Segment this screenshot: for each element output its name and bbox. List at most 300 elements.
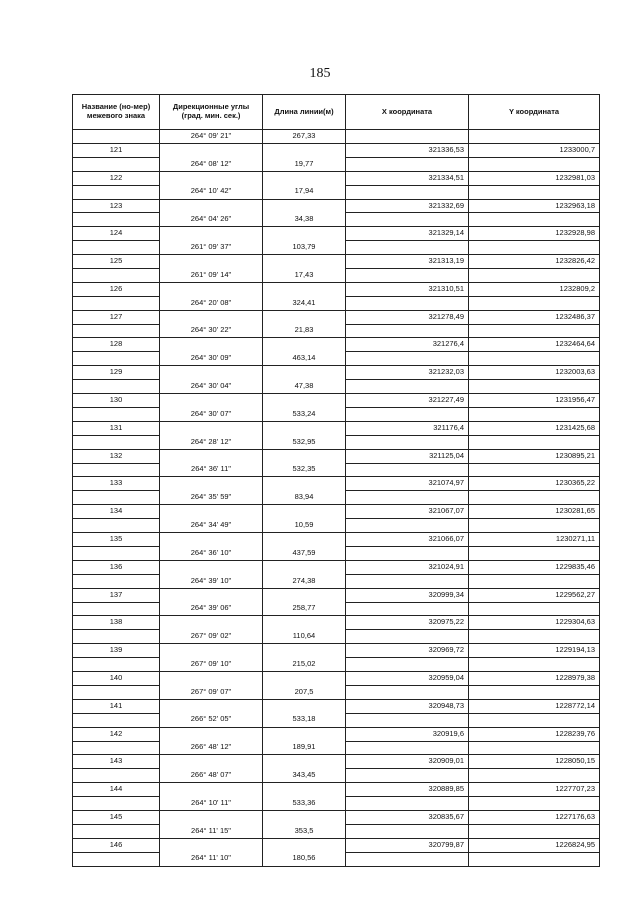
direction-angle-cell: 264° 28' 12" <box>160 435 263 449</box>
line-length-cell <box>263 755 346 769</box>
point-name-cell: 136 <box>73 560 160 574</box>
point-name-cell: 144 <box>73 783 160 797</box>
x-coordinate-cell: 320959,04 <box>346 672 469 686</box>
direction-angle-cell: 261° 09' 14" <box>160 269 263 283</box>
direction-angle-cell <box>160 477 263 491</box>
line-length-cell <box>263 644 346 658</box>
direction-angle-cell: 264° 04' 26" <box>160 213 263 227</box>
direction-angle-cell <box>160 838 263 852</box>
y-coordinate-cell: 1228239,76 <box>469 727 600 741</box>
x-coordinate-cell: 321334,51 <box>346 171 469 185</box>
point-row <box>73 338 600 352</box>
x-coordinate-cell: 321227,49 <box>346 394 469 408</box>
point-name-cell: 145 <box>73 811 160 825</box>
segment-row <box>73 435 600 449</box>
x-coordinate-cell <box>346 769 469 783</box>
page-number: 185 <box>309 66 331 81</box>
header-direction-angle: Дирекционные углы (град. мин. сек.) <box>160 95 263 130</box>
point-name-cell <box>73 769 160 783</box>
point-name-cell <box>73 658 160 672</box>
x-coordinate-cell: 321276,4 <box>346 338 469 352</box>
direction-angle-cell: 264° 39' 10" <box>160 574 263 588</box>
direction-angle-cell <box>160 421 263 435</box>
y-coordinate-cell: 1232464,64 <box>469 338 600 352</box>
point-row <box>73 616 600 630</box>
point-name-cell: 135 <box>73 533 160 547</box>
direction-angle-cell: 264° 11' 10" <box>160 852 263 866</box>
y-coordinate-cell: 1230365,22 <box>469 477 600 491</box>
x-coordinate-cell: 321313,19 <box>346 255 469 269</box>
line-length-cell: 258,77 <box>263 602 346 616</box>
point-row <box>73 588 600 602</box>
x-coordinate-cell: 321332,69 <box>346 199 469 213</box>
point-row <box>73 310 600 324</box>
y-coordinate-cell <box>469 352 600 366</box>
line-length-cell: 103,79 <box>263 241 346 255</box>
x-coordinate-cell: 320999,34 <box>346 588 469 602</box>
direction-angle-cell: 264° 39' 06" <box>160 602 263 616</box>
x-coordinate-cell: 320948,73 <box>346 699 469 713</box>
line-length-cell <box>263 227 346 241</box>
line-length-cell: 274,38 <box>263 574 346 588</box>
direction-angle-cell <box>160 588 263 602</box>
y-coordinate-cell: 1228979,38 <box>469 672 600 686</box>
line-length-cell: 17,94 <box>263 185 346 199</box>
direction-angle-cell: 266° 52' 05" <box>160 713 263 727</box>
point-name-cell: 126 <box>73 282 160 296</box>
direction-angle-cell: 266° 48' 07" <box>160 769 263 783</box>
point-name-cell <box>73 852 160 866</box>
x-coordinate-cell <box>346 741 469 755</box>
point-row <box>73 672 600 686</box>
header-point-name: Название (но-мер) межевого знака <box>73 95 160 130</box>
point-name-cell <box>73 435 160 449</box>
segment-row <box>73 769 600 783</box>
x-coordinate-cell <box>346 491 469 505</box>
direction-angle-cell <box>160 199 263 213</box>
line-length-cell <box>263 505 346 519</box>
direction-angle-cell: 267° 09' 07" <box>160 685 263 699</box>
y-coordinate-cell: 1231956,47 <box>469 394 600 408</box>
direction-angle-cell: 264° 34' 49" <box>160 519 263 533</box>
segment-row <box>73 157 600 171</box>
direction-angle-cell <box>160 255 263 269</box>
line-length-cell: 533,36 <box>263 797 346 811</box>
y-coordinate-cell <box>469 546 600 560</box>
point-name-cell <box>73 574 160 588</box>
x-coordinate-cell <box>346 352 469 366</box>
direction-angle-cell <box>160 783 263 797</box>
point-name-cell <box>73 380 160 394</box>
point-name-cell <box>73 797 160 811</box>
point-name-cell: 140 <box>73 672 160 686</box>
x-coordinate-cell: 321336,53 <box>346 143 469 157</box>
direction-angle-cell: 264° 30' 04" <box>160 380 263 394</box>
direction-angle-cell <box>160 171 263 185</box>
point-row <box>73 727 600 741</box>
line-length-cell <box>263 727 346 741</box>
point-name-cell <box>73 324 160 338</box>
line-length-cell <box>263 394 346 408</box>
y-coordinate-cell: 1228050,15 <box>469 755 600 769</box>
point-name-cell: 122 <box>73 171 160 185</box>
point-name-cell <box>73 185 160 199</box>
segment-row <box>73 713 600 727</box>
y-coordinate-cell: 1227176,63 <box>469 811 600 825</box>
x-coordinate-cell: 321067,07 <box>346 505 469 519</box>
direction-angle-cell <box>160 310 263 324</box>
direction-angle-cell <box>160 811 263 825</box>
x-coordinate-cell <box>346 602 469 616</box>
y-coordinate-cell <box>469 296 600 310</box>
y-coordinate-cell: 1232826,42 <box>469 255 600 269</box>
point-name-cell: 124 <box>73 227 160 241</box>
y-coordinate-cell: 1227707,23 <box>469 783 600 797</box>
line-length-cell <box>263 366 346 380</box>
point-row <box>73 533 600 547</box>
point-name-cell <box>73 407 160 421</box>
header-y-coordinate: Y координата <box>469 95 600 130</box>
y-coordinate-cell <box>469 797 600 811</box>
point-name-cell: 146 <box>73 838 160 852</box>
line-length-cell: 463,14 <box>263 352 346 366</box>
point-name-cell: 130 <box>73 394 160 408</box>
segment-row <box>73 407 600 421</box>
y-coordinate-cell <box>469 463 600 477</box>
point-name-cell: 131 <box>73 421 160 435</box>
line-length-cell: 180,56 <box>263 852 346 866</box>
y-coordinate-cell: 1231425,68 <box>469 421 600 435</box>
line-length-cell: 437,59 <box>263 546 346 560</box>
direction-angle-cell <box>160 366 263 380</box>
y-coordinate-cell <box>469 491 600 505</box>
y-coordinate-cell <box>469 324 600 338</box>
line-length-cell <box>263 449 346 463</box>
point-name-cell: 128 <box>73 338 160 352</box>
point-name-cell <box>73 741 160 755</box>
line-length-cell: 110,64 <box>263 630 346 644</box>
line-length-cell: 10,59 <box>263 519 346 533</box>
line-length-cell <box>263 811 346 825</box>
x-coordinate-cell <box>346 658 469 672</box>
point-name-cell: 132 <box>73 449 160 463</box>
y-coordinate-cell: 1232981,03 <box>469 171 600 185</box>
line-length-cell: 207,5 <box>263 685 346 699</box>
point-row <box>73 421 600 435</box>
direction-angle-cell <box>160 727 263 741</box>
point-row <box>73 838 600 852</box>
line-length-cell: 343,45 <box>263 769 346 783</box>
direction-angle-cell: 267° 09' 02" <box>160 630 263 644</box>
header-x-coordinate: X координата <box>346 95 469 130</box>
y-coordinate-cell <box>469 741 600 755</box>
x-coordinate-cell: 321329,14 <box>346 227 469 241</box>
segment-row <box>73 269 600 283</box>
point-row <box>73 505 600 519</box>
table-body <box>73 130 600 867</box>
point-name-cell <box>73 546 160 560</box>
line-length-cell <box>263 282 346 296</box>
point-name-cell <box>73 685 160 699</box>
point-row <box>73 783 600 797</box>
line-length-cell <box>263 560 346 574</box>
segment-row <box>73 519 600 533</box>
y-coordinate-cell <box>469 241 600 255</box>
x-coordinate-cell <box>346 685 469 699</box>
point-name-cell: 129 <box>73 366 160 380</box>
point-name-cell: 137 <box>73 588 160 602</box>
y-coordinate-cell <box>469 407 600 421</box>
x-coordinate-cell: 321232,03 <box>346 366 469 380</box>
table-header <box>73 95 600 130</box>
direction-angle-cell <box>160 227 263 241</box>
direction-angle-cell <box>160 449 263 463</box>
point-row <box>73 811 600 825</box>
segment-row <box>73 241 600 255</box>
point-row <box>73 644 600 658</box>
y-coordinate-cell: 1229562,27 <box>469 588 600 602</box>
point-row <box>73 171 600 185</box>
line-length-cell <box>263 171 346 185</box>
x-coordinate-cell: 321066,07 <box>346 533 469 547</box>
direction-angle-cell: 266° 48' 12" <box>160 741 263 755</box>
boundary-coordinates-table <box>72 94 600 867</box>
direction-angle-cell <box>160 394 263 408</box>
point-row <box>73 143 600 157</box>
x-coordinate-cell <box>346 324 469 338</box>
y-coordinate-cell <box>469 157 600 171</box>
y-coordinate-cell: 1230895,21 <box>469 449 600 463</box>
direction-angle-cell <box>160 505 263 519</box>
segment-row <box>73 491 600 505</box>
segment-row <box>73 213 600 227</box>
direction-angle-cell: 267° 09' 10" <box>160 658 263 672</box>
x-coordinate-cell: 321310,51 <box>346 282 469 296</box>
line-length-cell: 324,41 <box>263 296 346 310</box>
line-length-cell: 189,91 <box>263 741 346 755</box>
x-coordinate-cell: 321176,4 <box>346 421 469 435</box>
y-coordinate-cell <box>469 852 600 866</box>
line-length-cell <box>263 421 346 435</box>
point-name-cell <box>73 157 160 171</box>
segment-row <box>73 741 600 755</box>
x-coordinate-cell: 321278,49 <box>346 310 469 324</box>
x-coordinate-cell <box>346 130 469 144</box>
segment-row <box>73 685 600 699</box>
line-length-cell: 533,24 <box>263 407 346 421</box>
line-length-cell <box>263 783 346 797</box>
segment-row <box>73 463 600 477</box>
direction-angle-cell: 264° 35' 59" <box>160 491 263 505</box>
point-name-cell <box>73 352 160 366</box>
line-length-cell <box>263 143 346 157</box>
line-length-cell: 47,38 <box>263 380 346 394</box>
line-length-cell: 532,35 <box>263 463 346 477</box>
segment-row <box>73 546 600 560</box>
y-coordinate-cell: 1229194,13 <box>469 644 600 658</box>
direction-angle-cell: 264° 30' 22" <box>160 324 263 338</box>
point-name-cell: 121 <box>73 143 160 157</box>
point-name-cell <box>73 630 160 644</box>
y-coordinate-cell <box>469 574 600 588</box>
direction-angle-cell <box>160 560 263 574</box>
line-length-cell: 19,77 <box>263 157 346 171</box>
direction-angle-cell <box>160 755 263 769</box>
point-name-cell: 143 <box>73 755 160 769</box>
line-length-cell <box>263 477 346 491</box>
x-coordinate-cell: 321074,97 <box>346 477 469 491</box>
line-length-cell <box>263 310 346 324</box>
x-coordinate-cell <box>346 157 469 171</box>
segment-row <box>73 852 600 866</box>
point-row <box>73 394 600 408</box>
line-length-cell: 533,18 <box>263 713 346 727</box>
y-coordinate-cell: 1232486,37 <box>469 310 600 324</box>
line-length-cell <box>263 672 346 686</box>
segment-row <box>73 130 600 144</box>
x-coordinate-cell <box>346 213 469 227</box>
point-name-cell <box>73 602 160 616</box>
direction-angle-cell: 264° 10' 42" <box>160 185 263 199</box>
x-coordinate-cell <box>346 713 469 727</box>
line-length-cell: 17,43 <box>263 269 346 283</box>
segment-row <box>73 797 600 811</box>
line-length-cell: 215,02 <box>263 658 346 672</box>
segment-row <box>73 296 600 310</box>
line-length-cell: 267,33 <box>263 130 346 144</box>
y-coordinate-cell: 1232003,63 <box>469 366 600 380</box>
direction-angle-cell: 264° 30' 09" <box>160 352 263 366</box>
x-coordinate-cell <box>346 519 469 533</box>
y-coordinate-cell <box>469 435 600 449</box>
y-coordinate-cell <box>469 769 600 783</box>
point-row <box>73 227 600 241</box>
direction-angle-cell <box>160 533 263 547</box>
point-name-cell: 139 <box>73 644 160 658</box>
segment-row <box>73 630 600 644</box>
line-length-cell <box>263 588 346 602</box>
direction-angle-cell <box>160 338 263 352</box>
line-length-cell: 353,5 <box>263 824 346 838</box>
x-coordinate-cell <box>346 546 469 560</box>
direction-angle-cell <box>160 699 263 713</box>
x-coordinate-cell <box>346 380 469 394</box>
line-length-cell: 532,95 <box>263 435 346 449</box>
x-coordinate-cell: 320835,67 <box>346 811 469 825</box>
line-length-cell <box>263 199 346 213</box>
point-name-cell: 133 <box>73 477 160 491</box>
y-coordinate-cell <box>469 685 600 699</box>
direction-angle-cell: 264° 20' 08" <box>160 296 263 310</box>
line-length-cell <box>263 533 346 547</box>
point-name-cell <box>73 463 160 477</box>
x-coordinate-cell: 320975,22 <box>346 616 469 630</box>
point-row <box>73 560 600 574</box>
y-coordinate-cell <box>469 713 600 727</box>
x-coordinate-cell <box>346 630 469 644</box>
point-name-cell: 125 <box>73 255 160 269</box>
x-coordinate-cell <box>346 407 469 421</box>
y-coordinate-cell: 1230271,11 <box>469 533 600 547</box>
direction-angle-cell <box>160 616 263 630</box>
x-coordinate-cell <box>346 574 469 588</box>
point-name-cell <box>73 296 160 310</box>
direction-angle-cell <box>160 644 263 658</box>
y-coordinate-cell <box>469 380 600 394</box>
direction-angle-cell: 264° 36' 10" <box>160 546 263 560</box>
point-name-cell <box>73 269 160 283</box>
y-coordinate-cell: 1226824,95 <box>469 838 600 852</box>
segment-row <box>73 574 600 588</box>
segment-row <box>73 658 600 672</box>
x-coordinate-cell <box>346 852 469 866</box>
line-length-cell: 83,94 <box>263 491 346 505</box>
y-coordinate-cell <box>469 185 600 199</box>
segment-row <box>73 324 600 338</box>
direction-angle-cell: 264° 11' 15" <box>160 824 263 838</box>
y-coordinate-cell: 1229835,46 <box>469 560 600 574</box>
line-length-cell: 21,83 <box>263 324 346 338</box>
segment-row <box>73 352 600 366</box>
point-row <box>73 699 600 713</box>
x-coordinate-cell <box>346 241 469 255</box>
direction-angle-cell: 261° 09' 37" <box>160 241 263 255</box>
line-length-cell <box>263 338 346 352</box>
x-coordinate-cell: 320909,01 <box>346 755 469 769</box>
point-row <box>73 755 600 769</box>
x-coordinate-cell <box>346 185 469 199</box>
x-coordinate-cell <box>346 463 469 477</box>
x-coordinate-cell: 321024,91 <box>346 560 469 574</box>
point-row <box>73 449 600 463</box>
y-coordinate-cell: 1232809,2 <box>469 282 600 296</box>
y-coordinate-cell <box>469 630 600 644</box>
y-coordinate-cell <box>469 130 600 144</box>
point-name-cell: 127 <box>73 310 160 324</box>
direction-angle-cell: 264° 09' 21" <box>160 130 263 144</box>
y-coordinate-cell: 1233000,7 <box>469 143 600 157</box>
point-name-cell: 141 <box>73 699 160 713</box>
point-name-cell <box>73 130 160 144</box>
y-coordinate-cell <box>469 658 600 672</box>
y-coordinate-cell <box>469 602 600 616</box>
y-coordinate-cell: 1232963,18 <box>469 199 600 213</box>
point-name-cell <box>73 213 160 227</box>
direction-angle-cell: 264° 30' 07" <box>160 407 263 421</box>
point-name-cell <box>73 519 160 533</box>
point-row <box>73 366 600 380</box>
direction-angle-cell: 264° 08' 12" <box>160 157 263 171</box>
direction-angle-cell <box>160 282 263 296</box>
segment-row <box>73 380 600 394</box>
direction-angle-cell <box>160 672 263 686</box>
x-coordinate-cell: 320799,87 <box>346 838 469 852</box>
point-name-cell <box>73 713 160 727</box>
point-name-cell <box>73 241 160 255</box>
y-coordinate-cell: 1228772,14 <box>469 699 600 713</box>
x-coordinate-cell: 320969,72 <box>346 644 469 658</box>
point-name-cell: 138 <box>73 616 160 630</box>
point-row <box>73 282 600 296</box>
y-coordinate-cell: 1232928,98 <box>469 227 600 241</box>
y-coordinate-cell <box>469 213 600 227</box>
point-row <box>73 199 600 213</box>
point-name-cell: 134 <box>73 505 160 519</box>
x-coordinate-cell: 321125,04 <box>346 449 469 463</box>
x-coordinate-cell: 320919,6 <box>346 727 469 741</box>
header-row <box>73 95 600 130</box>
x-coordinate-cell: 320889,85 <box>346 783 469 797</box>
